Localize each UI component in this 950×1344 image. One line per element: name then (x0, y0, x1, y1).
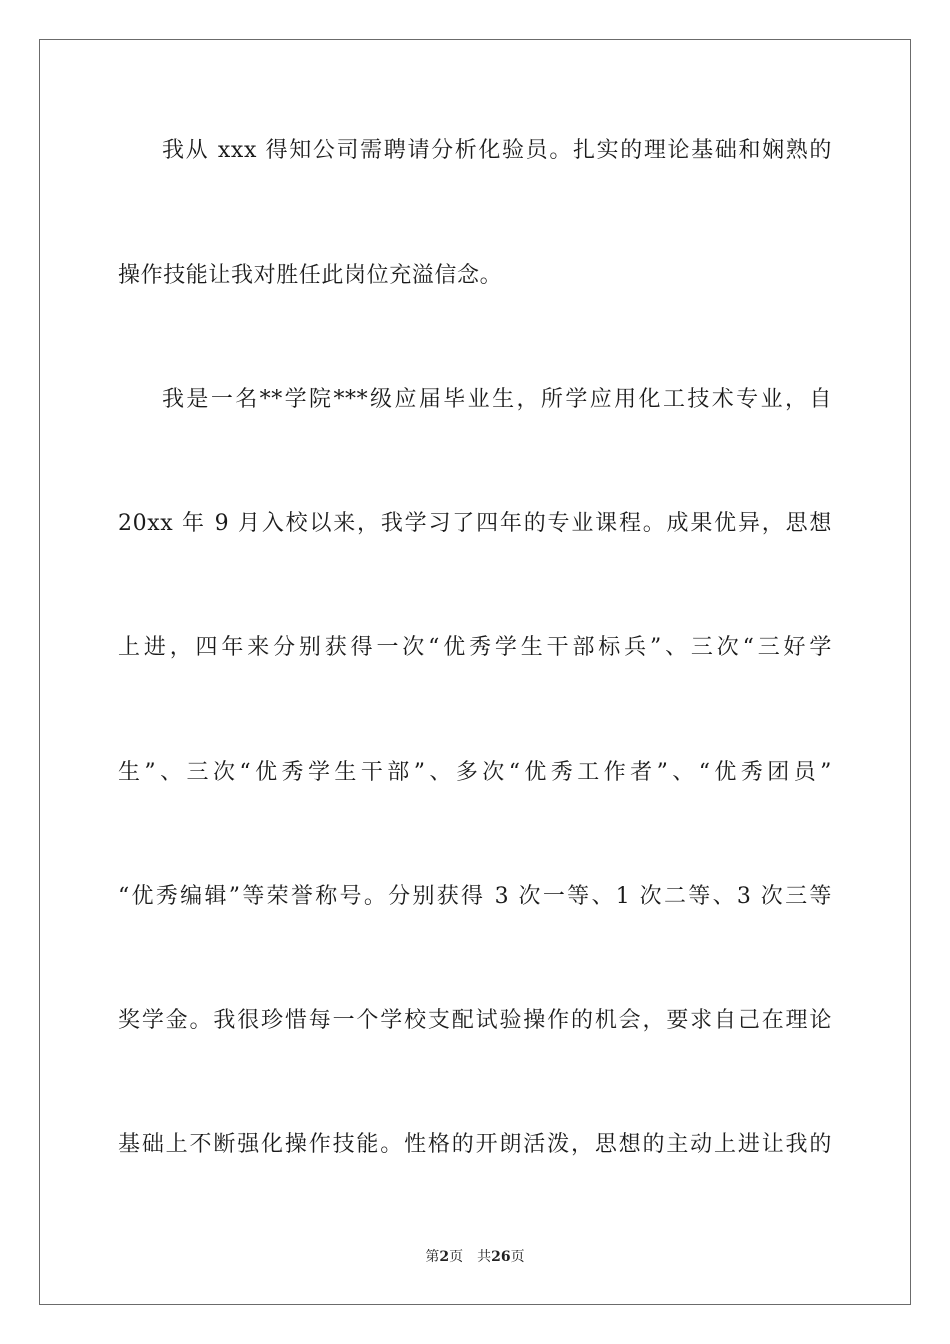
text-line-7: “优秀编辑”等荣誉称号。分别获得 3 次一等、1 次二等、3 次三等 (118, 884, 832, 909)
text-line-2: 操作技能让我对胜任此岗位充溢信念。 (118, 263, 503, 288)
footer-total-prefix: 共 (477, 1249, 492, 1265)
footer-page-prefix: 第 (425, 1249, 440, 1265)
text-line-1: 我从 xxx 得知公司需聘请分析化验员。扎实的理论基础和娴熟的 (162, 138, 832, 163)
page-border (39, 39, 911, 1305)
footer-total-pages: 26 (491, 1249, 511, 1265)
text-line-8: 奖学金。我很珍惜每一个学校支配试验操作的机会，要求自己在理论 (118, 1008, 832, 1033)
text-line-6: 生”、三次“优秀学生干部”、多次“优秀工作者”、“优秀团员” (118, 760, 832, 785)
footer-page-number: 2 (439, 1249, 450, 1265)
page-footer (0, 1248, 950, 1266)
text-line-4: 20xx 年 9 月入校以来，我学习了四年的专业课程。成果优异，思想 (118, 511, 832, 536)
text-line-3: 我是一名**学院***级应届毕业生，所学应用化工技术专业，自 (162, 387, 832, 412)
footer-page-suffix: 页 (449, 1249, 464, 1265)
text-line-5: 上进，四年来分别获得一次“优秀学生干部标兵”、三次“三好学 (118, 635, 832, 660)
text-line-9: 基础上不断强化操作技能。性格的开朗活泼，思想的主动上进让我的 (118, 1132, 832, 1157)
footer-total-suffix: 页 (510, 1249, 525, 1265)
